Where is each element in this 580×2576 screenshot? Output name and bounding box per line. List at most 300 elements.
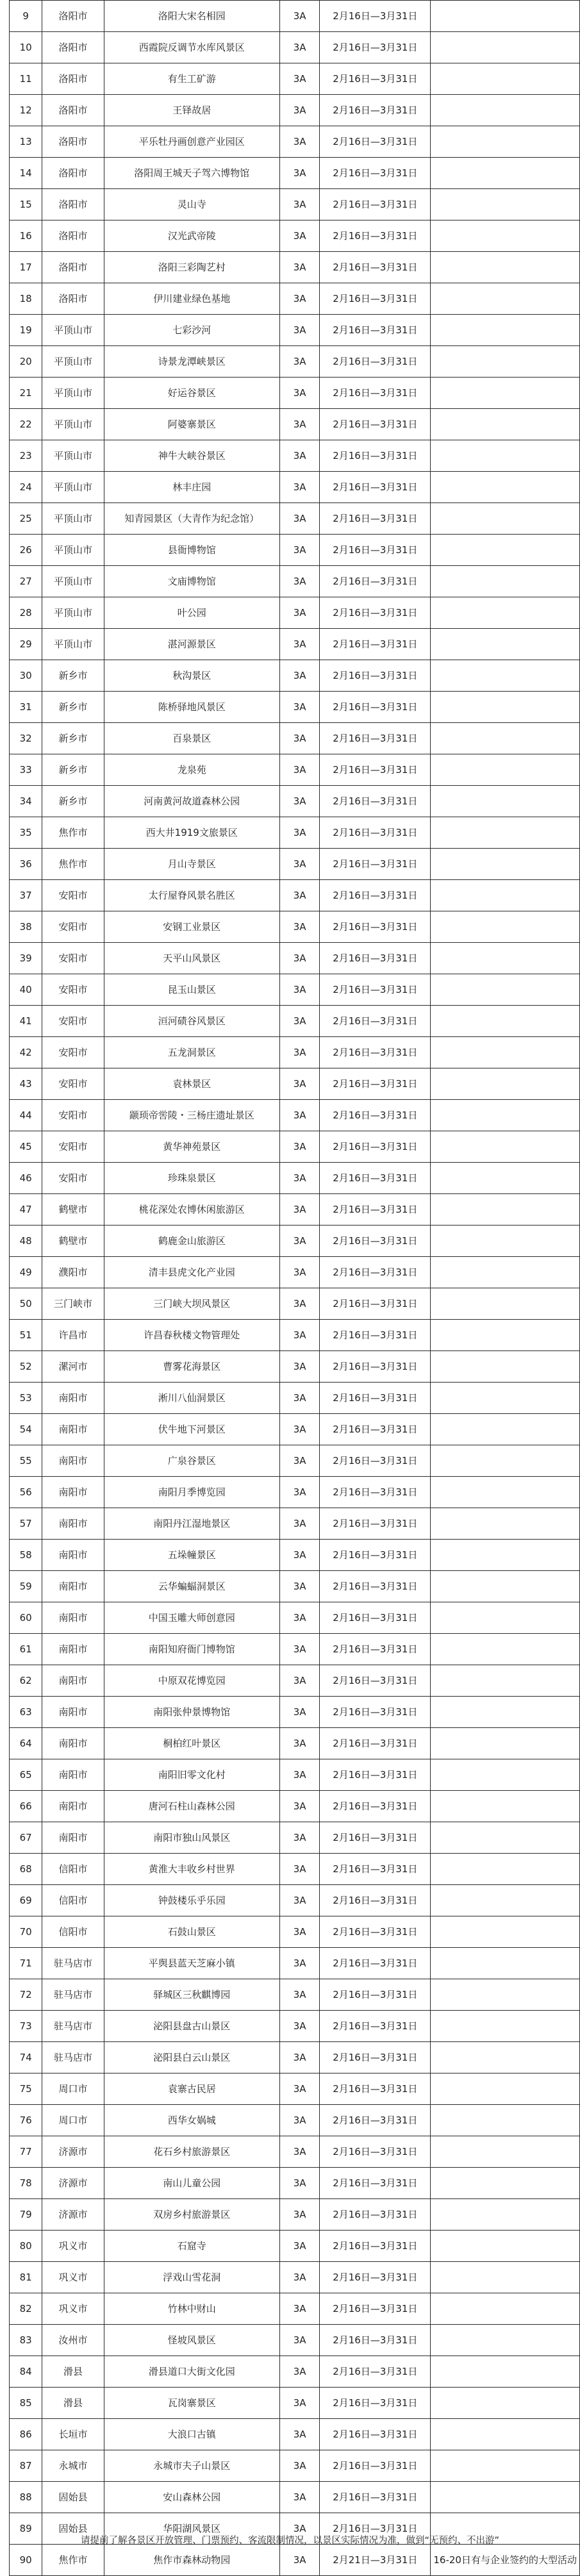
city-cell: 焦作市 [42,817,104,849]
scenic-spot-name-cell: 花石乡村旅游景区 [104,2136,279,2168]
table-row [10,1,580,32]
note-cell [431,1006,580,1037]
city-cell: 安阳市 [42,1037,104,1068]
table-row [10,629,580,660]
open-period-cell: 2月16日—3月31日 [320,880,431,911]
city-cell: 南阳市 [42,1571,104,1602]
table-row [10,2356,580,2388]
note-cell [431,63,580,95]
city-cell: 平顶山市 [42,315,104,346]
grade-cell: 3A [279,1100,319,1131]
grade-cell: 3A [279,2136,319,2168]
row-number-cell: 46 [10,1163,42,1194]
note-cell [431,2356,580,2388]
scenic-spot-name-cell: 中国玉雕大师创意园 [104,1602,279,1634]
city-cell: 洛阳市 [42,63,104,95]
row-number-cell: 66 [10,1791,42,1822]
table-row [10,1665,580,1697]
row-number-cell: 67 [10,1822,42,1854]
row-number-cell: 20 [10,346,42,378]
row-number-cell: 70 [10,1916,42,1948]
row-number-cell: 17 [10,252,42,283]
city-cell: 安阳市 [42,1163,104,1194]
grade-cell: 3A [279,2199,319,2231]
open-period-cell: 2月21日—3月31日 [320,2545,431,2576]
scenic-spot-name-cell: 淅川八仙洞景区 [104,1383,279,1414]
city-cell: 许昌市 [42,1320,104,1351]
open-period-cell: 2月16日—3月31日 [320,2199,431,2231]
note-cell [431,535,580,566]
row-number-cell: 54 [10,1414,42,1445]
note-cell [431,692,580,723]
grade-cell: 3A [279,32,319,63]
note-cell [431,2325,580,2356]
row-number-cell: 57 [10,1508,42,1540]
open-period-cell: 2月16日—3月31日 [320,566,431,597]
city-cell: 安阳市 [42,1100,104,1131]
note-cell [431,1068,580,1100]
row-number-cell: 85 [10,2388,42,2419]
table-row [10,2042,580,2073]
grade-cell: 3A [279,754,319,786]
grade-cell: 3A [279,692,319,723]
open-period-cell: 2月16日—3月31日 [320,1,431,32]
note-cell [431,2231,580,2262]
grade-cell: 3A [279,1508,319,1540]
city-cell: 安阳市 [42,1068,104,1100]
open-period-cell: 2月16日—3月31日 [320,1979,431,2011]
scenic-spot-name-cell: 永城市夫子山景区 [104,2450,279,2482]
note-cell [431,974,580,1006]
table-row [10,974,580,1006]
row-number-cell: 61 [10,1634,42,1665]
open-period-cell: 2月16日—3月31日 [320,1759,431,1791]
grade-cell: 3A [279,1759,319,1791]
note-cell [431,723,580,754]
city-cell: 洛阳市 [42,189,104,220]
city-cell: 巩义市 [42,2231,104,2262]
table-row [10,1571,580,1602]
table-row [10,1948,580,1979]
row-number-cell: 77 [10,2136,42,2168]
grade-cell: 3A [279,911,319,943]
row-number-cell: 27 [10,566,42,597]
scenic-spot-name-cell: 驿城区三秋麒博园 [104,1979,279,2011]
city-cell: 漯河市 [42,1351,104,1383]
table-row [10,1320,580,1351]
note-cell [431,440,580,472]
row-number-cell: 52 [10,1351,42,1383]
table-row [10,1540,580,1571]
note-cell [431,1445,580,1477]
table-row [10,440,580,472]
city-cell: 洛阳市 [42,95,104,126]
table-row [10,1288,580,1320]
table-row [10,63,580,95]
row-number-cell: 89 [10,2513,42,2545]
city-cell: 洛阳市 [42,252,104,283]
row-number-cell: 87 [10,2450,42,2482]
row-number-cell: 53 [10,1383,42,1414]
city-cell: 平顶山市 [42,378,104,409]
grade-cell: 3A [279,1445,319,1477]
city-cell: 洛阳市 [42,32,104,63]
open-period-cell: 2月16日—3月31日 [320,1006,431,1037]
open-period-cell: 2月16日—3月31日 [320,1885,431,1916]
open-period-cell: 2月16日—3月31日 [320,440,431,472]
city-cell: 南阳市 [42,1414,104,1445]
table-row [10,1257,580,1288]
open-period-cell: 2月16日—3月31日 [320,1351,431,1383]
row-number-cell: 88 [10,2482,42,2513]
row-number-cell: 12 [10,95,42,126]
row-number-cell: 59 [10,1571,42,1602]
row-number-cell: 9 [10,1,42,32]
note-cell [431,2262,580,2293]
table-row [10,1226,580,1257]
scenic-spot-name-cell: 南山儿童公园 [104,2168,279,2199]
grade-cell: 3A [279,1257,319,1288]
table-row [10,1477,580,1508]
city-cell: 鹤壁市 [42,1226,104,1257]
table-row [10,723,580,754]
grade-cell: 3A [279,660,319,692]
note-cell [431,1885,580,1916]
city-cell: 洛阳市 [42,283,104,315]
grade-cell: 3A [279,849,319,880]
city-cell: 平顶山市 [42,535,104,566]
row-number-cell: 42 [10,1037,42,1068]
city-cell: 平顶山市 [42,629,104,660]
grade-cell: 3A [279,126,319,158]
grade-cell: 3A [279,1822,319,1854]
open-period-cell: 2月16日—3月31日 [320,1540,431,1571]
open-period-cell: 2月16日—3月31日 [320,1383,431,1414]
table-row [10,597,580,629]
open-period-cell: 2月16日—3月31日 [320,1571,431,1602]
scenic-spot-name-cell: 叶公园 [104,597,279,629]
open-period-cell: 2月16日—3月31日 [320,2231,431,2262]
table-row [10,2199,580,2231]
table-row [10,2450,580,2482]
note-cell [431,2011,580,2042]
city-cell: 焦作市 [42,849,104,880]
table-row [10,158,580,189]
row-number-cell: 16 [10,220,42,252]
city-cell: 安阳市 [42,1131,104,1163]
open-period-cell: 2月16日—3月31日 [320,472,431,503]
open-period-cell: 2月16日—3月31日 [320,1916,431,1948]
grade-cell: 3A [279,535,319,566]
scenic-spot-name-cell: 百泉景区 [104,723,279,754]
grade-cell: 3A [279,2042,319,2073]
table-row [10,472,580,503]
table-row [10,1508,580,1540]
open-period-cell: 2月16日—3月31日 [320,503,431,535]
table-row [10,1885,580,1916]
scenic-spot-name-cell: 西大井1919文旅景区 [104,817,279,849]
grade-cell: 3A [279,2419,319,2450]
scenic-spot-name-cell: 西华女娲城 [104,2105,279,2136]
grade-cell: 3A [279,1037,319,1068]
city-cell: 安阳市 [42,880,104,911]
scenic-spot-name-cell: 珍珠泉景区 [104,1163,279,1194]
row-number-cell: 10 [10,32,42,63]
scenic-spot-name-cell: 洛阳三彩陶艺村 [104,252,279,283]
open-period-cell: 2月16日—3月31日 [320,1791,431,1822]
scenic-spot-name-cell: 月山寺景区 [104,849,279,880]
grade-cell: 3A [279,2513,319,2545]
grade-cell: 3A [279,629,319,660]
note-cell [431,1508,580,1540]
city-cell: 信阳市 [42,1854,104,1885]
note-cell [431,2136,580,2168]
city-cell: 周口市 [42,2073,104,2105]
open-period-cell: 2月16日—3月31日 [320,786,431,817]
city-cell: 南阳市 [42,1822,104,1854]
row-number-cell: 50 [10,1288,42,1320]
note-cell [431,252,580,283]
note-cell [431,1131,580,1163]
scenic-spot-name-cell: 知青园景区（大青作为纪念馆） [104,503,279,535]
city-cell: 济源市 [42,2168,104,2199]
city-cell: 平顶山市 [42,566,104,597]
row-number-cell: 80 [10,2231,42,2262]
grade-cell: 3A [279,2545,319,2576]
scenic-spot-name-cell: 神牛大峡谷景区 [104,440,279,472]
scenic-spot-name-cell: 袁林景区 [104,1068,279,1100]
table-row [10,2011,580,2042]
open-period-cell: 2月16日—3月31日 [320,1948,431,1979]
city-cell: 新乡市 [42,754,104,786]
scenic-spot-name-cell: 洛阳大宋名相园 [104,1,279,32]
scenic-spot-name-cell: 诗景龙潭峡景区 [104,346,279,378]
city-cell: 驻马店市 [42,2011,104,2042]
scenic-spot-name-cell: 南阳张仲景博物馆 [104,1697,279,1728]
city-cell: 济源市 [42,2199,104,2231]
grade-cell: 3A [279,1697,319,1728]
scenic-spot-name-cell: 钟鼓楼乐乎乐园 [104,1885,279,1916]
row-number-cell: 28 [10,597,42,629]
grade-cell: 3A [279,1791,319,1822]
grade-cell: 3A [279,1728,319,1759]
open-period-cell: 2月16日—3月31日 [320,2262,431,2293]
note-cell [431,472,580,503]
note-cell [431,1979,580,2011]
scenic-spot-name-cell: 鹤鹿金山旅游区 [104,1226,279,1257]
row-number-cell: 19 [10,315,42,346]
grade-cell: 3A [279,817,319,849]
scenic-spot-name-cell: 洹河碛谷风景区 [104,1006,279,1037]
grade-cell: 3A [279,566,319,597]
grade-cell: 3A [279,723,319,754]
table-row [10,1006,580,1037]
note-cell [431,1791,580,1822]
table-row [10,189,580,220]
row-number-cell: 69 [10,1885,42,1916]
city-cell: 鹤壁市 [42,1194,104,1226]
city-cell: 平顶山市 [42,440,104,472]
scenic-spot-name-cell: 河南黄河故道森林公园 [104,786,279,817]
open-period-cell: 2月16日—3月31日 [320,1414,431,1445]
open-period-cell: 2月16日—3月31日 [320,1477,431,1508]
note-cell [431,1759,580,1791]
table-row [10,315,580,346]
note-cell [431,1571,580,1602]
note-cell [431,1351,580,1383]
scenic-spot-name-cell: 清丰县虎文化产业园 [104,1257,279,1288]
grade-cell: 3A [279,1226,319,1257]
note-cell [431,346,580,378]
scenic-spot-name-cell: 许昌春秋楼文物管理处 [104,1320,279,1351]
grade-cell: 3A [279,2325,319,2356]
scenic-spot-name-cell: 竹林中财山 [104,2293,279,2325]
table-row [10,1068,580,1100]
row-number-cell: 35 [10,817,42,849]
grade-cell: 3A [279,1068,319,1100]
city-cell: 新乡市 [42,660,104,692]
note-cell [431,95,580,126]
scenic-spot-name-cell: 怪坡风景区 [104,2325,279,2356]
note-cell [431,1854,580,1885]
grade-cell: 3A [279,1885,319,1916]
row-number-cell: 55 [10,1445,42,1477]
open-period-cell: 2月16日—3月31日 [320,2168,431,2199]
scenic-spot-name-cell: 唐河石柱山森林公园 [104,1791,279,1822]
open-period-cell: 2月16日—3月31日 [320,2388,431,2419]
note-cell [431,2388,580,2419]
note-cell [431,597,580,629]
row-number-cell: 60 [10,1602,42,1634]
grade-cell: 3A [279,1383,319,1414]
city-cell: 安阳市 [42,943,104,974]
note-cell [431,189,580,220]
city-cell: 新乡市 [42,723,104,754]
city-cell: 长垣市 [42,2419,104,2450]
table-row [10,1414,580,1445]
open-period-cell: 2月16日—3月31日 [320,283,431,315]
city-cell: 平顶山市 [42,472,104,503]
city-cell: 汝州市 [42,2325,104,2356]
grade-cell: 3A [279,1665,319,1697]
open-period-cell: 2月16日—3月31日 [320,2073,431,2105]
row-number-cell: 37 [10,880,42,911]
row-number-cell: 90 [10,2545,42,2576]
scenic-spot-name-cell: 安山森林公园 [104,2482,279,2513]
scenic-spot-name-cell: 灵山寺 [104,189,279,220]
scenic-spot-name-cell: 洛阳周王城天子驾六博物馆 [104,158,279,189]
row-number-cell: 72 [10,1979,42,2011]
city-cell: 滑县 [42,2356,104,2388]
note-cell [431,660,580,692]
scenic-spot-name-cell: 南阳旧零文化村 [104,1759,279,1791]
note-cell [431,2042,580,2073]
scenic-spot-name-cell: 陈桥驿地风景区 [104,692,279,723]
row-number-cell: 34 [10,786,42,817]
grade-cell: 3A [279,472,319,503]
note-cell [431,1194,580,1226]
row-number-cell: 45 [10,1131,42,1163]
table-row [10,943,580,974]
city-cell: 永城市 [42,2450,104,2482]
row-number-cell: 40 [10,974,42,1006]
row-number-cell: 39 [10,943,42,974]
open-period-cell: 2月16日—3月31日 [320,629,431,660]
note-cell [431,378,580,409]
scenic-spot-name-cell: 有生工矿游 [104,63,279,95]
grade-cell: 3A [279,2105,319,2136]
open-period-cell: 2月16日—3月31日 [320,1822,431,1854]
row-number-cell: 83 [10,2325,42,2356]
grade-cell: 3A [279,2482,319,2513]
row-number-cell: 30 [10,660,42,692]
scenic-spot-name-cell: 五垛幢景区 [104,1540,279,1571]
open-period-cell: 2月16日—3月31日 [320,849,431,880]
open-period-cell: 2月16日—3月31日 [320,723,431,754]
scenic-spot-name-cell: 黄华神苑景区 [104,1131,279,1163]
grade-cell: 3A [279,346,319,378]
grade-cell: 3A [279,2011,319,2042]
row-number-cell: 22 [10,409,42,440]
city-cell: 驻马店市 [42,1979,104,2011]
row-number-cell: 58 [10,1540,42,1571]
grade-cell: 3A [279,1194,319,1226]
open-period-cell: 2月16日—3月31日 [320,252,431,283]
row-number-cell: 11 [10,63,42,95]
open-period-cell: 2月16日—3月31日 [320,1068,431,1100]
scenic-spot-name-cell: 天平山风景区 [104,943,279,974]
city-cell: 信阳市 [42,1916,104,1948]
table-row [10,95,580,126]
table-row [10,1759,580,1791]
note-cell [431,1948,580,1979]
grade-cell: 3A [279,943,319,974]
city-cell: 南阳市 [42,1602,104,1634]
row-number-cell: 36 [10,849,42,880]
grade-cell: 3A [279,283,319,315]
scenic-spot-name-cell: 南阳丹江湿地景区 [104,1508,279,1540]
city-cell: 信阳市 [42,1885,104,1916]
open-period-cell: 2月16日—3月31日 [320,974,431,1006]
row-number-cell: 51 [10,1320,42,1351]
row-number-cell: 29 [10,629,42,660]
scenic-spot-name-cell: 太行屋脊风景名胜区 [104,880,279,911]
scenic-spot-name-cell: 昆玉山景区 [104,974,279,1006]
note-cell [431,409,580,440]
table-row [10,817,580,849]
table-row [10,1131,580,1163]
scenic-spot-name-cell: 南阳市独山风景区 [104,1822,279,1854]
city-cell: 巩义市 [42,2262,104,2293]
note-cell [431,503,580,535]
open-period-cell: 2月16日—3月31日 [320,220,431,252]
grade-cell: 3A [279,409,319,440]
grade-cell: 3A [279,1,319,32]
scenic-spot-name-cell: 阿婆寨景区 [104,409,279,440]
table-row [10,503,580,535]
open-period-cell: 2月16日—3月31日 [320,1665,431,1697]
city-cell: 濮阳市 [42,1257,104,1288]
table-row [10,2262,580,2293]
table-row [10,378,580,409]
note-cell [431,2419,580,2450]
city-cell: 三门峡市 [42,1288,104,1320]
row-number-cell: 86 [10,2419,42,2450]
open-period-cell: 2月16日—3月31日 [320,2105,431,2136]
note-cell [431,283,580,315]
grade-cell: 3A [279,1571,319,1602]
city-cell: 固始县 [42,2482,104,2513]
